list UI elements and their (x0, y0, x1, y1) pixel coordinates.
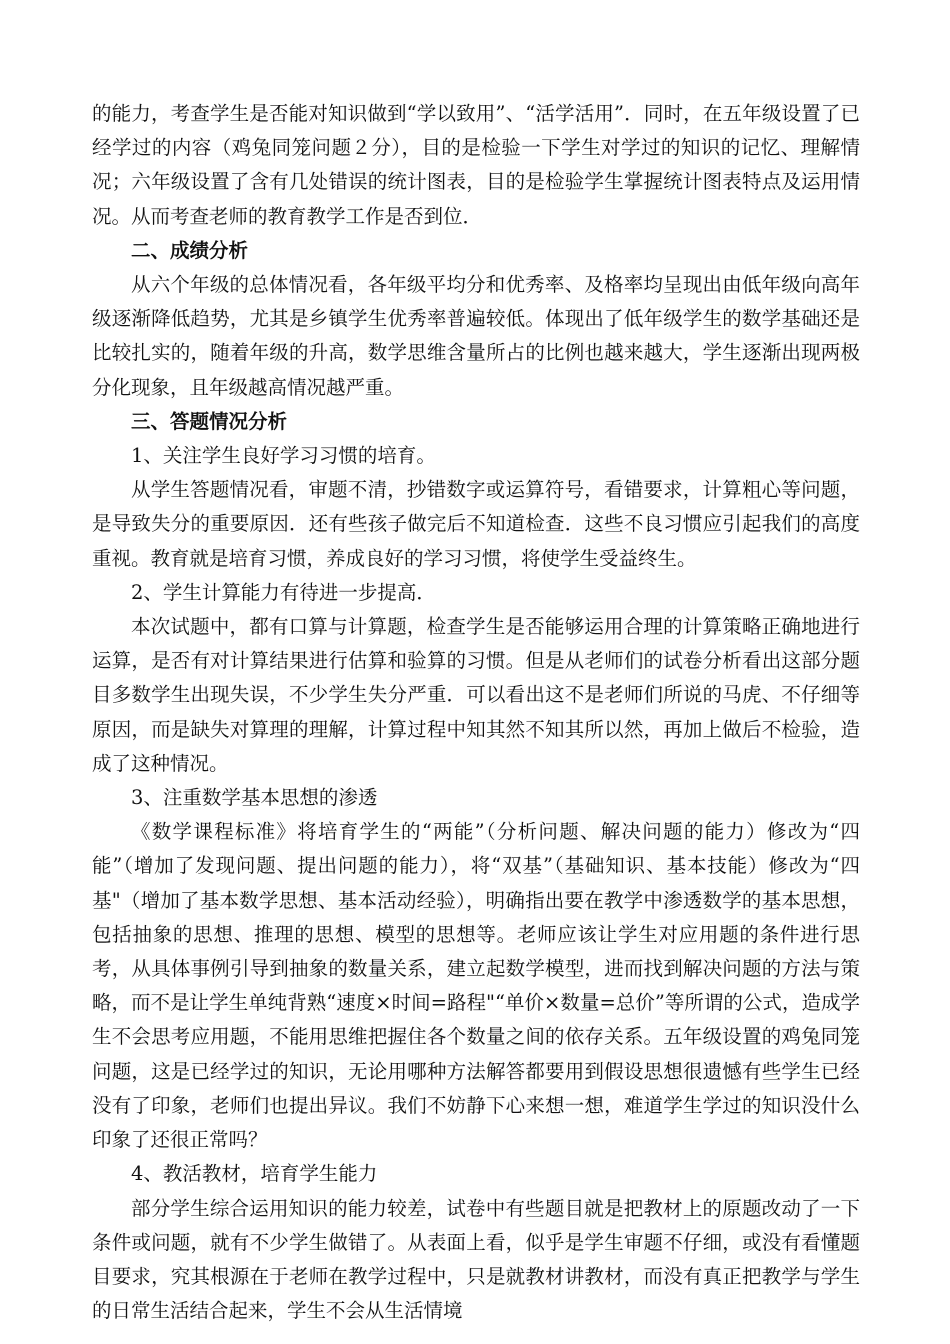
document-page (92, 97, 860, 1328)
section-heading-score-analysis: 二、成绩分析 (131, 238, 249, 262)
section-heading-answer-analysis: 三、答题情况分析 (131, 409, 288, 433)
item-3-paragraph: 《数学课程标准》将培育学生的“两能”（分析问题、解决问题的能力）修改为“四能”（增加了发现问题、提出问题的能力），将“双基”（基础知识、基本技能）修改为“四基"（增加了基本数学思想、基本活动经验），明确指出要在教学中渗透数学的基本思想，包括抽象的思想、推理的思想、模型的思想等。老师应该让学生对应用题的条件进行思考，从具体事例引导到抽象的数量关系，建立起数学模型，进而找到解决问题的方法与策略，而不是让学生单纯背熟“速度×时间=路程"“单价×数量=总价”等所谓的公式，造成学生不会思考应用题，不能用思维把握住各个数量之间的依存关系。五年级设置的鸡兔同笼问题，这是已经学过的知识，无论用哪种方法解答都要用到假设思想很遗憾有些学生已经没有了印象，老师们也提出异议。我们不妨静下心来想一想，难道学生学过的知识没什么印象了还很正常吗？ (92, 820, 860, 1152)
score-analysis-paragraph: 从六个年级的总体情况看，各年级平均分和优秀率、及格率均呈现出由低年级向高年级逐渐降低趋势，尤其是乡镇学生优秀率普遍较低。体现出了低年级学生的数学基础还是比较扎实的，随着年级的升高，数学思维含量所占的比例也越来越大，学生逐渐出现两极分化现象，且年级越高情况越严重。 (92, 273, 860, 399)
intro-paragraph-continuation: 的能力，考查学生是否能对知识做到“学以致用”、“活学活用”．同时，在五年级设置了已经学过的内容（鸡兔同笼问题２分），目的是检验一下学生对学过的知识的记忆、理解情况；六年级设置了含有几处错误的统计图表，目的是检验学生掌握统计图表特点及运用情况。从而考查老师的教育教学工作是否到位． (92, 102, 860, 228)
item-2-paragraph: 本次试题中，都有口算与计算题，检查学生是否能够运用合理的计算策略正确地进行运算，是否有对计算结果进行估算和验算的习惯。但是从老师们的试卷分析看出这部分题目多数学生出现失误，不少学生失分严重．可以看出这不是老师们所说的马虎、不仔细等原因，而是缺失对算理的理解，计算过程中知其然不知其所以然，再加上做后不检验，造成了这种情况。 (92, 615, 860, 775)
item-2-title: 2、学生计算能力有待进一步提高． (131, 580, 436, 604)
item-3-title: 3、注重数学基本思想的渗透 (131, 786, 378, 810)
item-1-paragraph: 从学生答题情况看，审题不清，抄错数字或运算符号，看错要求，计算粗心等问题，是导致失分的重要原因．还有些孩子做完后不知道检查．这些不良习惯应引起我们的高度重视。教育就是培育习惯，养成良好的学习习惯，将使学生受益终生。 (92, 478, 860, 570)
item-4-paragraph: 部分学生综合运用知识的能力较差，试卷中有些题目就是把教材上的原题改动了一下条件或问题，就有不少学生做错了。从表面上看，似乎是学生审题不仔细，或没有看懂题目要求，究其根源在于老师在教学过程中，只是就教材讲教材，而没有真正把教学与学生的日常生活结合起来，学生不会从生活情境 (92, 1196, 860, 1323)
item-4-title: 4、教活教材，培育学生能力 (131, 1162, 378, 1186)
item-1-title: 1、关注学生良好学习习惯的培育。 (131, 444, 436, 468)
